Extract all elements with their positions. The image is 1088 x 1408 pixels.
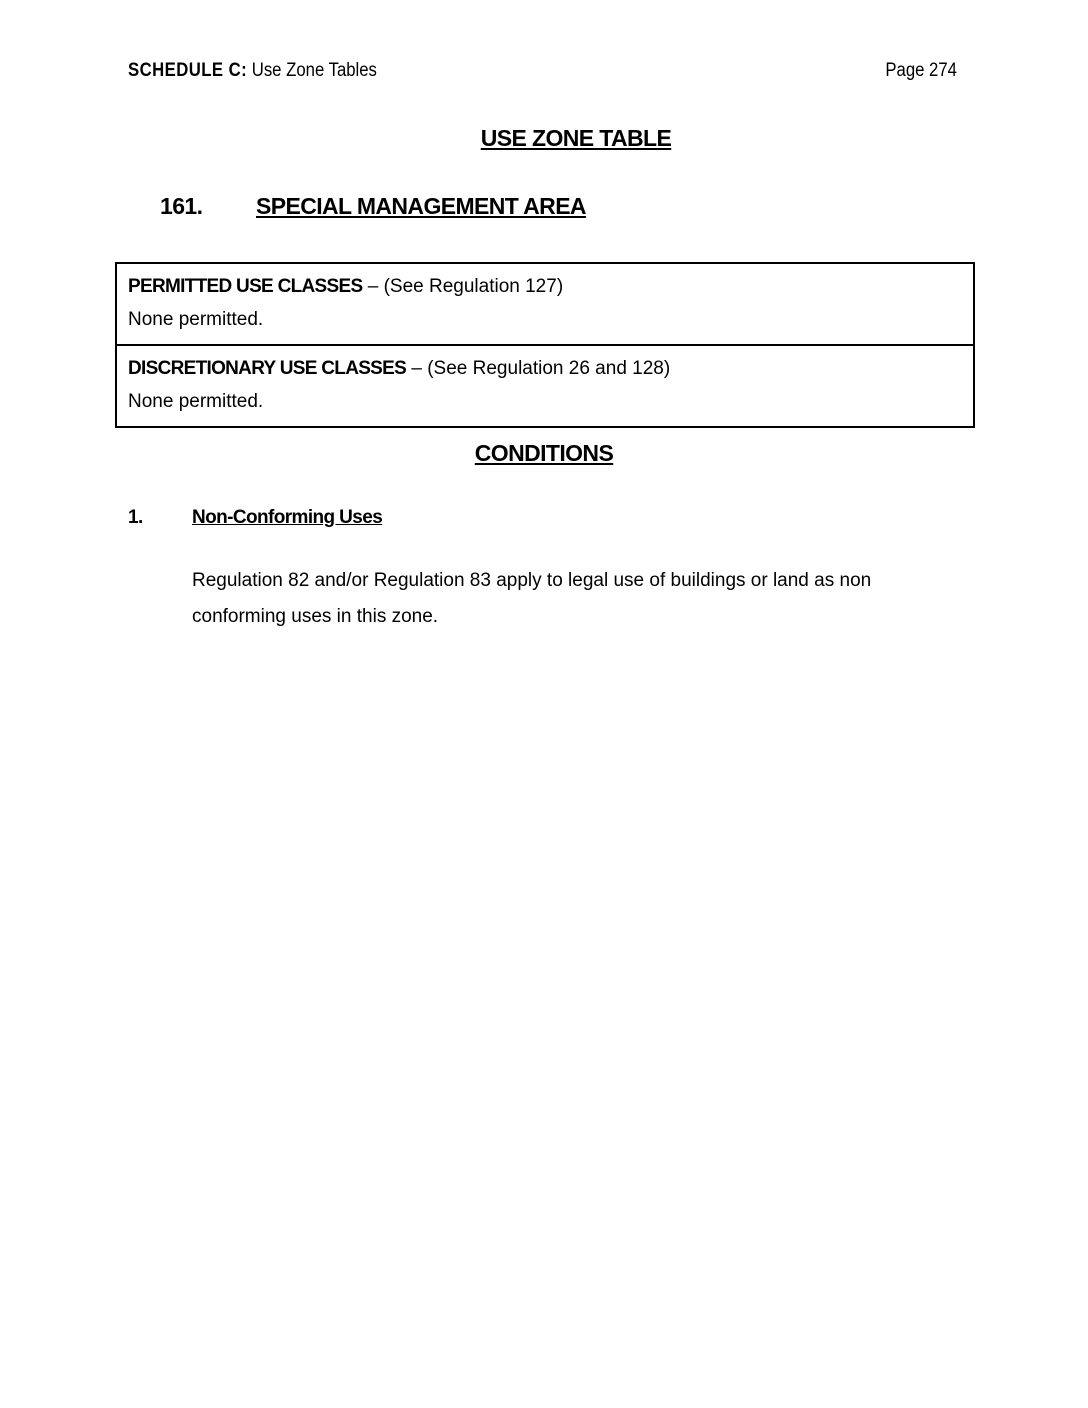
document-title: USE ZONE TABLE [480, 125, 672, 151]
permitted-class-label: PERMITTED USE CLASSES [128, 276, 363, 297]
condition-heading [128, 507, 382, 529]
condition-title: Non-Conforming Uses [192, 507, 383, 528]
permitted-heading [128, 270, 962, 303]
section-number: 161. [160, 193, 203, 219]
discretionary-value: None permitted. [128, 391, 264, 412]
schedule-label: SCHEDULE C: [128, 60, 248, 81]
schedule-header [128, 60, 377, 82]
permitted-reference: – (See Regulation 127) [362, 276, 564, 297]
permitted-value: None permitted. [128, 309, 264, 330]
page-number: Page 274 [885, 60, 957, 81]
condition-body: Regulation 82 and/or Regulation 83 apply to legal use of buildings or land as non conforming uses in this zone. [192, 570, 872, 627]
condition-number: 1. [128, 507, 143, 528]
section-heading [160, 193, 586, 220]
table-row-permitted [117, 264, 973, 344]
schedule-title: Use Zone Tables [251, 60, 377, 81]
page-header [128, 60, 957, 88]
discretionary-class-label: DISCRETIONARY USE CLASSES [128, 358, 407, 379]
discretionary-heading [128, 352, 962, 385]
section-title: SPECIAL MANAGEMENT AREA [256, 193, 586, 219]
table-row-discretionary [117, 344, 973, 426]
discretionary-reference: – (See Regulation 26 and 128) [406, 358, 671, 379]
use-classes-table [115, 262, 975, 428]
conditions-title: CONDITIONS [474, 440, 614, 466]
